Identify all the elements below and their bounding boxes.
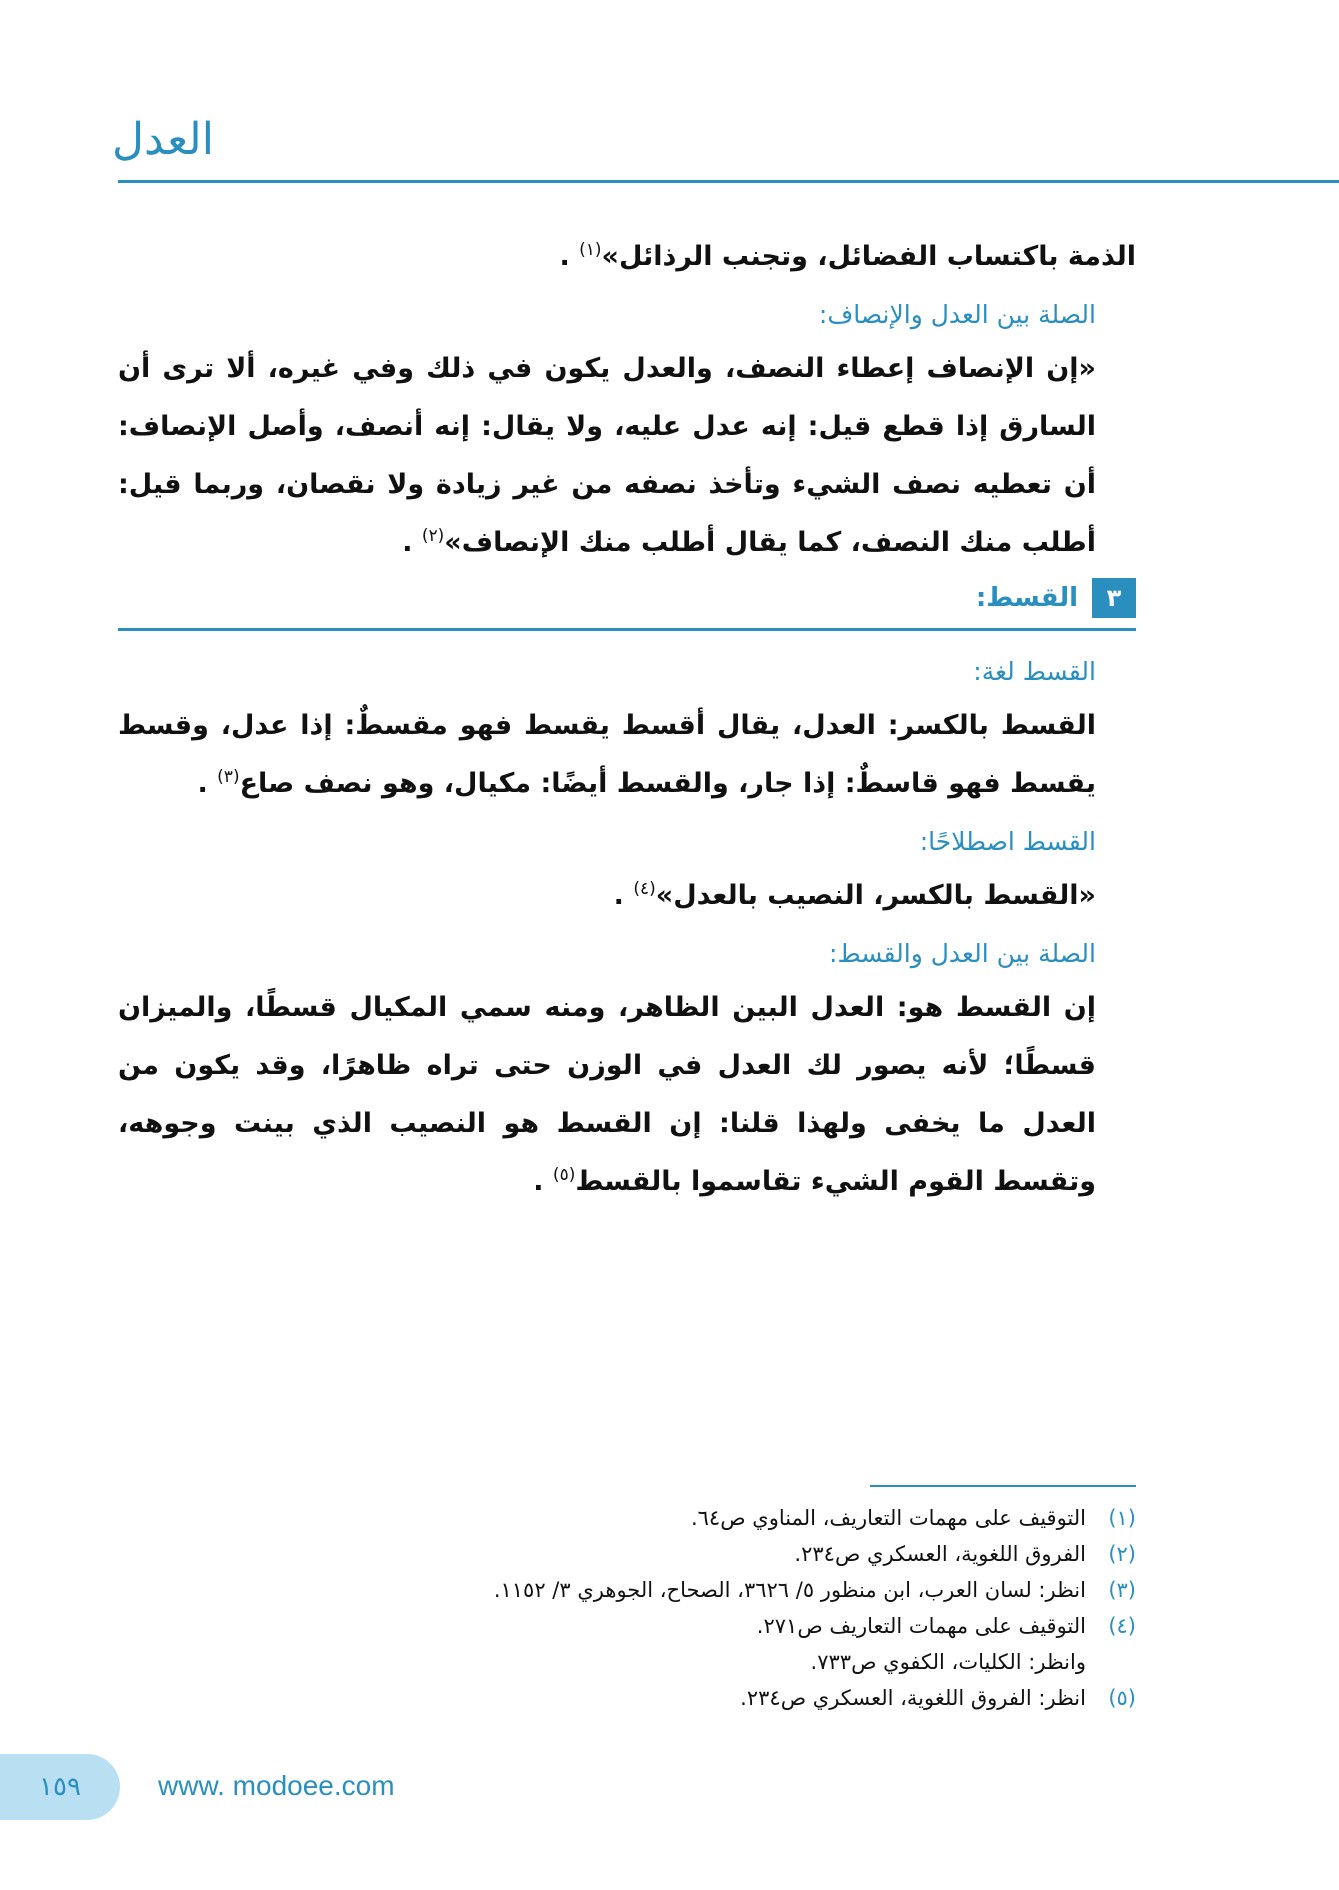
footnote-text: انظر: الفروق اللغوية، العسكري ص٢٣٤. — [740, 1686, 1086, 1710]
paragraph-text: القسط بالكسر: العدل، يقال أقسط يقسط فهو مقسطٌ: إذا عدل، وقسط يقسط فهو قاسطٌ: إذا جار، والقسط أيضًا: مكيال، وهو نصف صاع — [118, 710, 1096, 799]
end-mark: . — [559, 241, 570, 272]
footnote-number: (٣) — [1108, 1578, 1136, 1602]
paragraph — [118, 228, 1136, 286]
section-heading — [118, 576, 1136, 620]
paragraph-text: إن القسط هو: العدل البين الظاهر، ومنه سمي المكيال قسطًا، والميزان قسطًا؛ لأنه يصور لك العدل في الوزن حتى تراه ظاهرًا، وقد يكون من العدل ما يخفى ولهذا قلنا: إن القسط هو النصيب الذي بينت وجوهه، وتقسط القوم الشيء تقاسموا بالقسط — [118, 992, 1096, 1197]
footnote-item — [300, 1500, 1136, 1536]
footnote-ref[interactable]: (٢) — [421, 526, 445, 546]
subheading: القسط لغة: — [973, 657, 1096, 686]
footnotes — [300, 1500, 1136, 1716]
footnote-text: التوقيف على مهمات التعاريف ص٢٧١. — [756, 1614, 1086, 1638]
section-title: القسط: — [975, 583, 1078, 613]
end-mark: . — [197, 768, 208, 799]
section-number-badge: ٣ — [1092, 578, 1136, 618]
footnote-item — [300, 1572, 1136, 1608]
footnote-item — [300, 1536, 1136, 1572]
end-mark: . — [533, 1166, 544, 1197]
paragraph-text: «إن الإنصاف إعطاء النصف، والعدل يكون في ذلك وفي غيره، ألا ترى أن السارق إذا قطع قيل: إنه عدل عليه، ولا يقال: إنه أنصف، وأصل الإنصاف: أن تعطيه نصف الشيء وتأخذ نصفه من غير زيادة ولا نقصان، وربما قيل: أطلب منك النصف، كما يقال أطلب منك الإنصاف» — [118, 353, 1096, 558]
footnote-text: الفروق اللغوية، العسكري ص٢٣٤. — [794, 1542, 1086, 1566]
page-number-badge: ١٥٩ — [0, 1754, 120, 1820]
footnote-number: (٢) — [1108, 1542, 1136, 1566]
website-link[interactable]: www. modoee.com — [158, 1770, 395, 1801]
footnote-number: (٥) — [1108, 1686, 1136, 1710]
paragraph — [118, 340, 1136, 572]
footnote-continuation: وانظر: الكليات، الكفوي ص٧٣٣. — [810, 1650, 1086, 1674]
footnote-ref[interactable]: (٣) — [217, 767, 240, 787]
footnote-text: انظر: لسان العرب، ابن منظور ٥/ ٣٦٢٦، الصحاح، الجوهري ٣/ ١١٥٢. — [493, 1578, 1086, 1602]
paragraph-text: «القسط بالكسر، النصيب بالعدل» — [655, 880, 1096, 911]
paragraph-text: الذمة باكتساب الفضائل، وتجنب الرذائل» — [601, 241, 1136, 272]
footnote-rule — [870, 1485, 1136, 1487]
footnote-number: (٤) — [1108, 1614, 1136, 1638]
footnote-item — [300, 1608, 1136, 1644]
paragraph — [118, 867, 1136, 925]
footnote-ref[interactable]: (٥) — [552, 1165, 576, 1185]
paragraph — [118, 697, 1136, 813]
subheading: الصلة بين العدل والقسط: — [829, 939, 1096, 968]
footnote-ref[interactable]: (٤) — [633, 879, 656, 899]
end-mark: . — [613, 880, 624, 911]
footnote-ref[interactable]: (١) — [579, 240, 602, 260]
footnote-number: (١) — [1108, 1506, 1136, 1530]
footnote-item — [300, 1680, 1136, 1716]
page-title: العدل — [112, 114, 214, 165]
title-rule — [118, 180, 1339, 183]
paragraph — [118, 979, 1136, 1211]
subheading: الصلة بين العدل والإنصاف: — [818, 300, 1096, 329]
subheading: القسط اصطلاحًا: — [919, 827, 1096, 856]
main-content — [118, 228, 1136, 1211]
footnote-text: التوقيف على مهمات التعاريف، المناوي ص٦٤. — [690, 1506, 1086, 1530]
section-rule — [118, 628, 1136, 631]
end-mark: . — [402, 527, 413, 558]
